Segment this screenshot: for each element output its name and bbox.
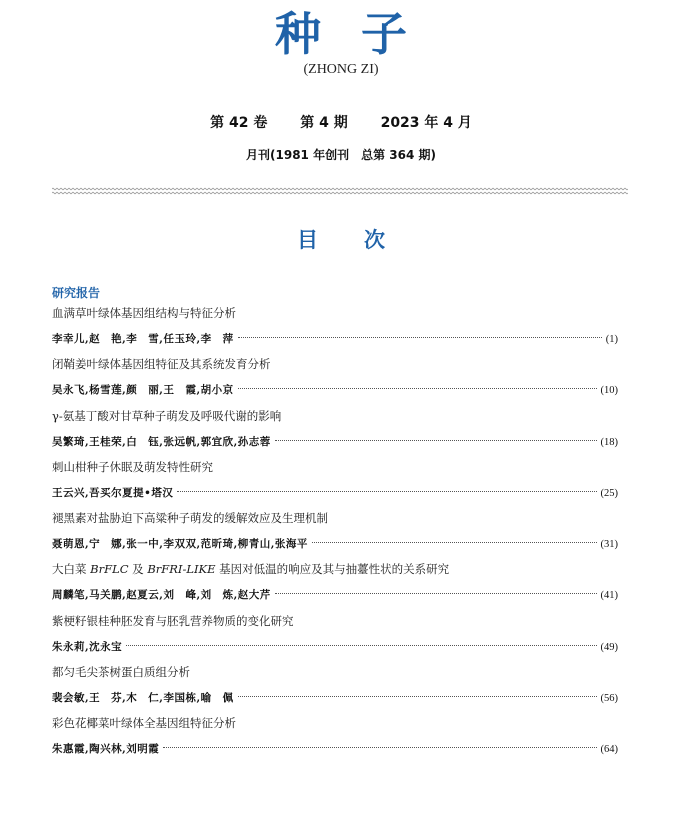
entry-page: (31)	[600, 539, 618, 551]
entry-page: (10)	[600, 385, 618, 397]
title-part: 基因对低温的响应及其与抽薹性状的关系研究	[215, 562, 450, 577]
toc-entry[interactable]	[52, 356, 618, 407]
entry-title[interactable]: 闭鞘姜叶绿体基因组特征及其系统发育分析	[52, 357, 271, 372]
gene-name: BrFLC	[90, 562, 129, 577]
toc-entry[interactable]	[52, 561, 618, 612]
dot-leader	[126, 645, 596, 646]
section-label: 研究报告	[52, 286, 101, 300]
journal-title: 种子	[275, 7, 447, 61]
dot-leader	[275, 593, 597, 594]
toc-list	[52, 305, 618, 767]
entry-page: (1)	[605, 334, 618, 345]
toc-heading: 目次	[297, 228, 431, 252]
issue-number: 第 4 期	[300, 115, 348, 131]
entry-authors: 李幸儿,赵 艳,李 雪,任玉玲,李 萍	[52, 333, 234, 345]
entry-title[interactable]: 紫梗籽银桂种胚发育与胚乳营养物质的变化研究	[52, 613, 294, 628]
entry-page: (49)	[600, 641, 618, 653]
entry-authors: 吴繁琦,王桂荣,白 钰,张远帆,郭宜欣,孙志蓉	[52, 435, 271, 448]
entry-authors: 裴会敏,王 芬,木 仁,李国栋,喻 佩	[52, 692, 234, 705]
entry-title[interactable]: 彩色花椰菜叶绿体全基因组特征分析	[52, 716, 236, 731]
entry-page: (56)	[600, 693, 618, 705]
title-part: 及	[128, 562, 148, 577]
toc-entry[interactable]	[52, 664, 618, 715]
entry-authors: 王云兴,吾买尔夏提•塔汉	[52, 486, 174, 499]
issue-info	[0, 112, 682, 132]
entry-title[interactable]: 刺山柑种子休眠及萌发特性研究	[52, 459, 213, 474]
entry-authors: 聂萌恩,宁 娜,张一中,李双双,范昕琦,柳青山,张海平	[52, 538, 308, 551]
wavy-divider	[52, 186, 628, 196]
entry-page: (18)	[600, 436, 618, 448]
entry-authors: 朱永莉,沈永宝	[52, 640, 123, 653]
dot-leader	[163, 747, 596, 748]
issue-date: 2023 年 4 月	[380, 115, 472, 131]
volume: 第 42 卷	[210, 115, 268, 131]
toc-entry[interactable]	[52, 715, 618, 766]
toc-entry[interactable]	[52, 305, 618, 356]
entry-page: (64)	[600, 744, 618, 756]
journal-romanization: (ZHONG ZI)	[303, 62, 379, 77]
entry-authors: 吴永飞,杨雪莲,颜 丽,王 霞,胡小京	[52, 384, 234, 397]
dot-leader	[177, 491, 596, 492]
toc-entry[interactable]	[52, 510, 618, 561]
entry-page: (25)	[600, 487, 618, 499]
publication-frequency: 月刊(1981 年创刊 总第 364 期)	[246, 148, 436, 162]
entry-page: (41)	[600, 590, 618, 602]
dot-leader	[312, 542, 597, 543]
entry-title[interactable]: γ-氨基丁酸对甘草种子萌发及呼吸代谢的影响	[52, 408, 282, 423]
toc-entry[interactable]	[52, 408, 618, 459]
entry-title[interactable]: 都匀毛尖茶树蛋白质组分析	[52, 665, 190, 680]
toc-entry[interactable]	[52, 613, 618, 664]
title-part: 大白菜	[52, 562, 91, 577]
dot-leader	[238, 388, 597, 389]
toc-entry[interactable]	[52, 459, 618, 510]
entry-title[interactable]	[52, 561, 449, 577]
entry-authors: 朱惠霞,陶兴林,刘明霞	[52, 743, 160, 756]
gene-name: BrFRI-LIKE	[147, 562, 216, 577]
entry-authors: 周麟笔,马关鹏,赵夏云,刘 峰,刘 炼,赵大芹	[52, 589, 271, 602]
dot-leader	[238, 696, 597, 697]
entry-title[interactable]: 褪黑素对盐胁迫下高粱种子萌发的缓解效应及生理机制	[52, 511, 328, 526]
entry-title[interactable]: 血满草叶绿体基因组结构与特征分析	[52, 306, 236, 320]
dot-leader	[238, 337, 602, 338]
dot-leader	[275, 440, 597, 441]
